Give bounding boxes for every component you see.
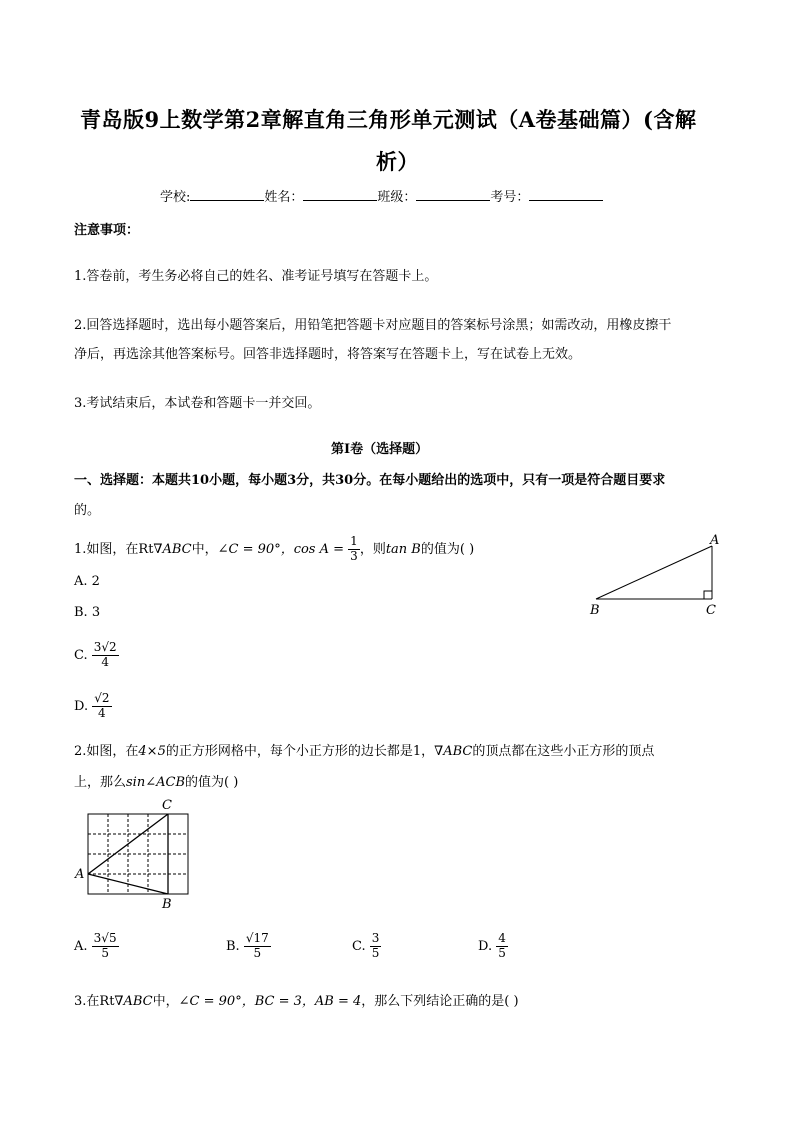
q2-option-a-num: 3√5 <box>93 931 117 945</box>
q2-option-d-den: 5 <box>498 945 506 960</box>
q2-option-b[interactable] <box>226 932 271 961</box>
class-label: 班级： <box>377 190 417 205</box>
q2-option-c-num: 3 <box>371 931 380 945</box>
notice-item-1: 1.答卷前，考生务必将自己的姓名、准考证号填写在答题卡上。 <box>74 269 438 284</box>
q2-option-a-label: A. <box>74 938 88 954</box>
q2-option-b-den: 5 <box>253 945 262 960</box>
q1-option-d-num: √2 <box>94 691 110 705</box>
q1-fraction <box>348 535 360 564</box>
q2-option-c[interactable] <box>352 932 381 961</box>
q2-text-part: 的顶点都在这些小正方形的顶点 <box>472 744 655 759</box>
q1-triangle-name: ABC <box>162 542 192 557</box>
question-1-stem <box>74 534 474 566</box>
q1-option-c-den: 4 <box>101 654 110 669</box>
q1-option-c[interactable] <box>74 641 119 670</box>
q1-fraction-den: 3 <box>350 549 358 563</box>
q2-expression: sin∠ACB <box>126 775 185 790</box>
q2-option-b-fraction <box>244 932 271 961</box>
notice-item-2-line2: 净后，再选涂其他答案标号。回答非选择题时，将答案写在答题卡上，写在试卷上无效。 <box>74 347 582 362</box>
q2-option-b-num: √17 <box>245 931 269 945</box>
q2-option-d-fraction <box>496 932 508 961</box>
q1-text-part: 中， <box>191 542 218 557</box>
q3-text-part: 3.在Rt <box>74 994 115 1009</box>
q2-option-d-label: D. <box>478 938 493 954</box>
school-label: 学校: <box>160 190 191 205</box>
q2-option-b-label: B. <box>226 938 240 954</box>
notice-heading: 注意事项： <box>74 223 140 238</box>
q1-option-c-fraction <box>92 641 119 670</box>
notice-item-3: 3.考试结束后，本试卷和答题卡一并交回。 <box>74 396 321 411</box>
question-2-line1 <box>74 740 654 759</box>
q1-option-d-label: D. <box>74 698 89 714</box>
name-label: 姓名： <box>264 190 304 205</box>
q2-label-a: A <box>75 867 85 882</box>
q1-option-c-label: C. <box>74 647 88 663</box>
q1-expression: tan B <box>385 542 421 557</box>
q3-text-part: 中， <box>152 994 179 1009</box>
triangle-symbol: ∇ <box>153 542 163 557</box>
q2-option-a[interactable] <box>74 932 119 961</box>
student-info-line <box>160 186 603 205</box>
page-title: 青岛版9上数学第2章解直角三角形单元测试（A卷基础篇）(含解 <box>80 107 697 132</box>
q1-side-ba <box>596 546 712 599</box>
q2-label-c: C <box>162 798 172 813</box>
number-label: 考号： <box>490 190 530 205</box>
section-intro-line2: 的。 <box>74 503 101 518</box>
section-intro-line1 <box>74 469 665 488</box>
section-intro-text: 一、选择题：本题共10小题，每小题3分，共30分。在每小题给出的选项中，只有一项是符合题目要求 <box>74 473 666 488</box>
notice-item-2-line1: 2.回答选择题时，选出每小题答案后，用铅笔把答题卡对应题目的答案标号涂黑；如需改动，用橡皮擦干 <box>74 318 672 333</box>
q2-option-c-fraction <box>370 932 382 961</box>
q1-option-d-fraction <box>92 692 111 721</box>
q2-option-a-fraction <box>92 932 119 961</box>
q2-text-part: 的正方形网格中，每个小正方形的边长都是1， <box>165 744 435 759</box>
q2-option-a-den: 5 <box>101 945 109 960</box>
q1-option-a[interactable]: A. 2 <box>74 574 100 589</box>
q2-grid-size: 4×5 <box>138 744 166 759</box>
q1-fraction-num: 1 <box>350 534 358 549</box>
q1-option-d-den: 4 <box>98 705 106 720</box>
q3-condition: ∠C = 90°，BC = 3，AB = 4 <box>178 994 362 1009</box>
question-3-stem <box>74 990 519 1009</box>
q1-text-part: 1.如图，在Rt <box>74 542 154 557</box>
q3-text-part: ，那么下列结论正确的是( ) <box>361 994 519 1009</box>
q2-text-part: 上，那么 <box>74 775 127 790</box>
q2-option-c-den: 5 <box>371 945 380 960</box>
q2-option-d-num: 4 <box>498 931 506 945</box>
q1-text-part: 的值为( ) <box>420 542 475 557</box>
q2-text-part: 的值为( ) <box>185 775 239 790</box>
page-title-continued: 析） <box>376 149 419 174</box>
name-blank[interactable] <box>303 188 377 201</box>
q2-grid-figure <box>70 796 200 912</box>
q1-text-part: ，则 <box>359 542 386 557</box>
q1-label-c: C <box>706 603 716 618</box>
q1-right-angle-mark <box>704 591 712 599</box>
q1-label-a: A <box>710 533 720 548</box>
q2-option-c-label: C. <box>352 938 366 954</box>
q2-triangle-name: ∇ABC <box>434 744 473 759</box>
section-title: 第I卷（选择题） <box>331 442 429 457</box>
question-2-line2 <box>74 771 238 790</box>
school-blank[interactable] <box>190 188 264 201</box>
q1-label-b: B <box>590 603 600 618</box>
q1-option-d[interactable] <box>74 692 112 721</box>
q2-label-b: B <box>162 897 172 912</box>
q1-condition: ∠C = 90°，cos A = <box>217 542 345 557</box>
q2-option-d[interactable] <box>478 932 508 961</box>
q1-option-c-num: 3√2 <box>93 640 117 654</box>
q1-option-b[interactable]: B. 3 <box>74 605 101 620</box>
q1-triangle-figure <box>584 532 724 618</box>
q2-text-part: 2.如图，在 <box>74 744 139 759</box>
class-blank[interactable] <box>416 188 490 201</box>
number-blank[interactable] <box>529 188 603 201</box>
q3-triangle-name: ∇ABC <box>114 994 153 1009</box>
